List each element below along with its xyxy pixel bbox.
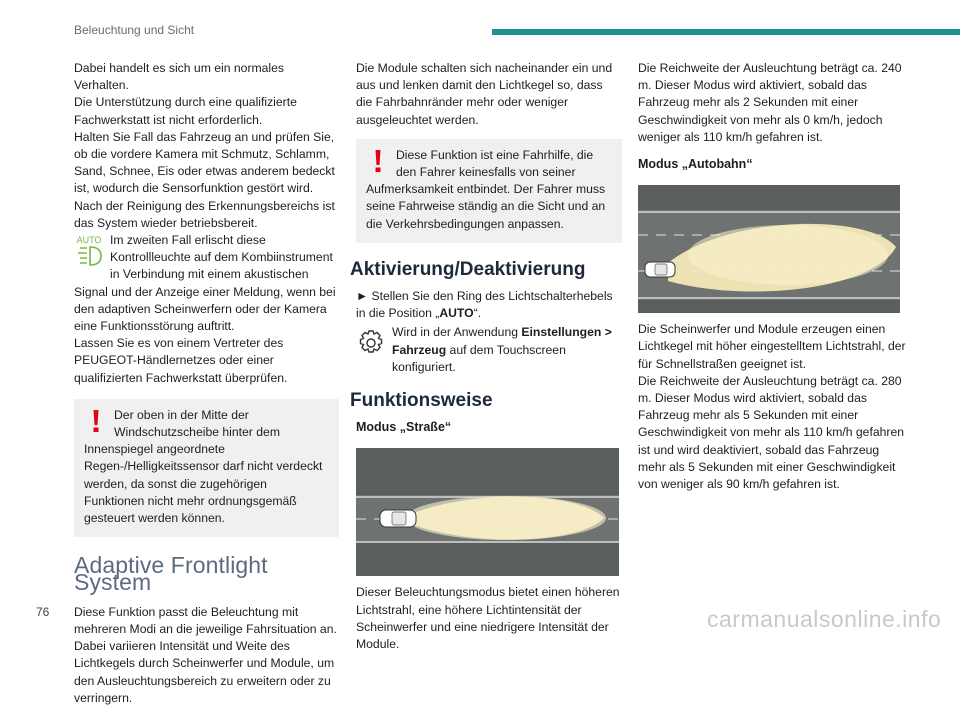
settings-block: Wird in der Anwendung Einstellungen > Fahrzeug auf dem Touchscreen konfiguriert. xyxy=(356,324,622,376)
paragraph: Die Reichweite der Ausleuchtung beträgt ca. 240 m. Dieser Modus wird aktiviert, sobald das Fahrzeug mehr als 2 Sekunden mit einer Geschwindigkeit von mehr als 0 km/h, jedoch weniger als 110 km/h gefahren ist. xyxy=(638,61,902,144)
car-icon xyxy=(380,510,416,527)
caption: Die Scheinwerfer und Module erzeugen einen Lichtkegel mit höher eingestelltem Lichtstrahl, der für Schnellstraßen geeignet ist. xyxy=(638,322,906,371)
paragraph: Die Reichweite der Ausleuchtung beträgt ca. 280 m. Dieser Modus wird aktiviert, sobald das Fahrzeug mehr als 5 Sekunden mit einer Geschwindigkeit von mehr als 110 km/h gefahren ist und wird deaktiviert, sobald das Fahrzeug mehr als 5 Sekunden mit einer Geschwindigkeit von weniger als 90 km/h gefahren ist. xyxy=(638,373,905,492)
warning-box xyxy=(74,399,339,537)
paragraph: Die Unterstützung durch eine qualifizierte Fachwerkstatt ist nicht erforderlich. xyxy=(74,95,297,127)
section-title: Adaptive Frontlight System xyxy=(74,552,268,596)
gear-icon xyxy=(356,326,386,360)
paragraph: Diese Funktion passt die Beleuchtung mit mehreren Modi an die jeweilige Fahrsituation an. xyxy=(74,604,337,636)
road-mode-diagram xyxy=(356,448,619,576)
page-number: 76 xyxy=(36,605,50,619)
warning-text: Diese Funktion ist eine Fahrhilfe, die den Fahrer keinesfalls von seiner Aufmerksamkeit entbindet. Der Fahrer muss seine Fahrweise ständig an die Sicht und an die Verkehrsbedingungen anpassen. xyxy=(366,147,606,231)
header-title: Beleuchtung und Sicht xyxy=(74,23,195,37)
column-2 xyxy=(350,60,622,653)
mode-title-road: Modus „Straße“ xyxy=(356,420,452,435)
warning-exclamation-icon xyxy=(88,409,104,433)
paragraph: Nach der Reinigung des Erkennungsbereichs ist das System wieder betriebsbereit. xyxy=(74,198,335,230)
road-mode-illustration xyxy=(356,448,619,576)
car-icon xyxy=(645,262,675,277)
paragraph: Die Module schalten sich nacheinander ein und aus und lenken damit den Lichtkegel so, dass die Fahrbahnränder mehr oder weniger ausgeleuchtet werden. xyxy=(356,61,613,127)
highway-mode-diagram xyxy=(638,185,900,313)
header-accent-bar xyxy=(492,29,960,35)
highway-mode-illustration xyxy=(638,185,900,313)
paragraph: Lassen Sie es von einem Vertreter des PEUGEOT-Händlernetzes oder einer qualifizierten Fachwerkstatt überprüfen. xyxy=(74,336,288,385)
mode-title-highway: Modus „Autobahn“ xyxy=(638,157,753,172)
footer-watermark-url: carmanualsonline.info xyxy=(707,606,942,632)
caption: Dieser Beleuchtungsmodus bietet einen höheren Lichtstrahl, eine höhere Lichtintensität der Scheinwerfer und eine niedrigere Intensität der Module. xyxy=(356,585,620,652)
warning-text: Der oben in der Mitte der Windschutzscheibe hinter dem Innenspiegel angeordnete Regen-/Helligkeitssensor darf nicht verdeckt werden, da sonst die zugehörigen Funktionen nicht mehr ordnungsgemäß gesteuert werden können. xyxy=(84,407,323,526)
paragraph: Dabei variieren Intensität und Weite des Lichtkegels durch Scheinwerfer und Module, um den Ausleuchtungsbereich zu erweitern oder zu verringern. xyxy=(74,639,335,705)
instruction: ► Stellen Sie den Ring des Lichtschalterhebels in die Position „AUTO“. xyxy=(356,289,613,321)
auto-indicator-text: Im zweiten Fall erlischt diese Kontrollleuchte auf dem Kombiinstrument in Verbindung mit einem akustischen Signal und der Anzeige einer Meldung, wenn bei den adaptiven Scheinwerfern oder der Kamera eine Funktionsstörung auftritt. xyxy=(74,233,336,334)
svg-text:AUTO: AUTO xyxy=(76,235,102,246)
auto-indicator-block xyxy=(74,232,339,335)
warning-exclamation-icon xyxy=(370,149,386,173)
auto-headlamp-icon xyxy=(74,234,104,268)
paragraph: Dabei handelt es sich um ein normales Verhalten. xyxy=(74,61,285,93)
paragraph: Halten Sie Fall das Fahrzeug an und prüfen Sie, ob die vordere Kamera mit Schmutz, Schlamm, Sand, Schnee, Eis oder etwas anderem bedeckt ist, wodurch die Sensorfunktion gestört wird. xyxy=(74,129,335,196)
warning-box xyxy=(356,139,622,243)
section-title-activation: Aktivierung/Deaktivierung xyxy=(350,258,586,280)
section-title-function: Funktionsweise xyxy=(350,390,493,412)
column-1 xyxy=(74,60,339,707)
column-3 xyxy=(638,60,906,493)
